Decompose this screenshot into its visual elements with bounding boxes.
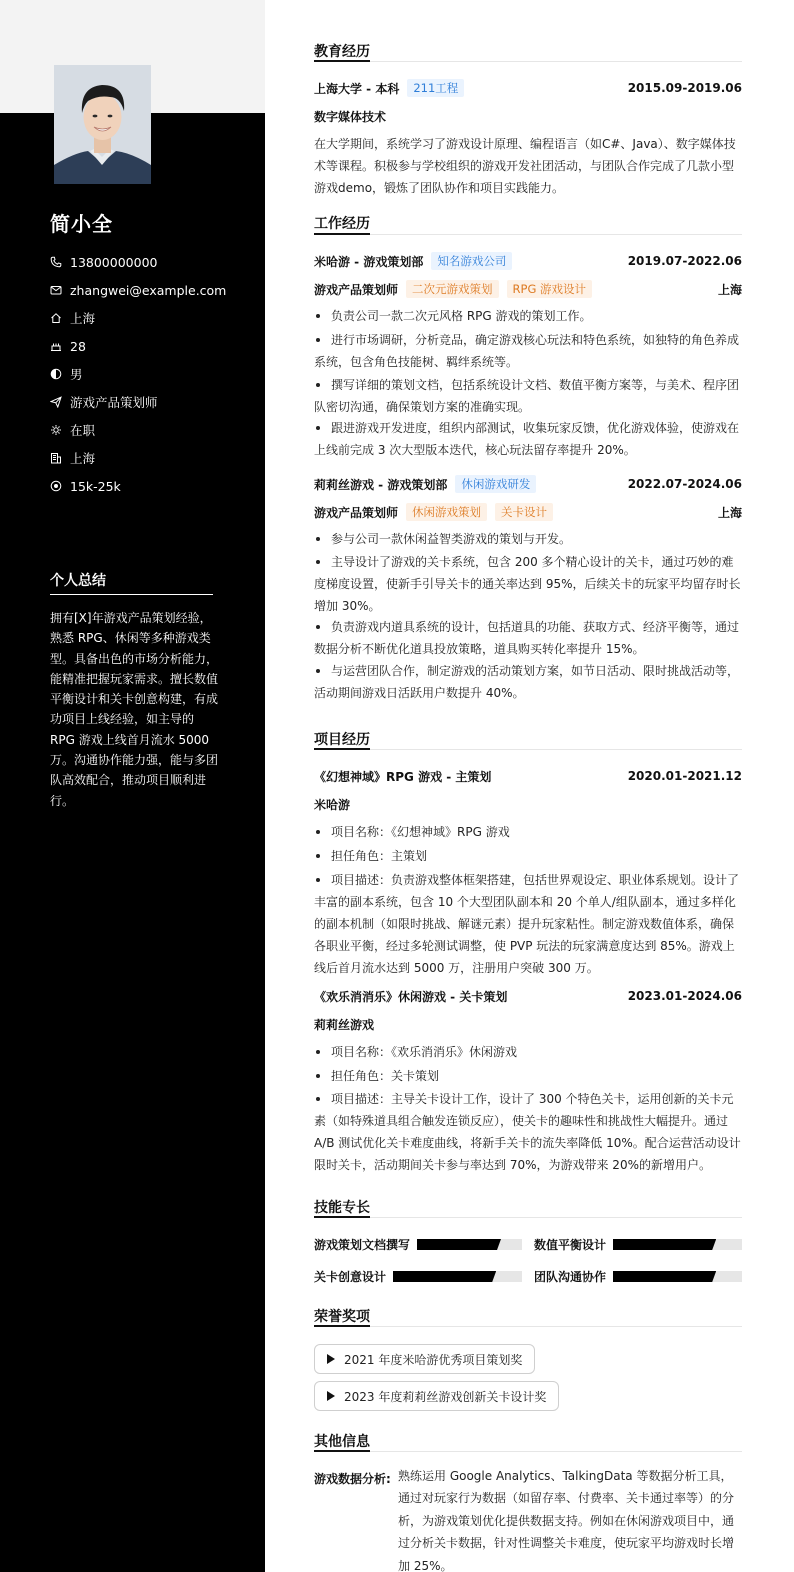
bullet-dot	[316, 669, 320, 673]
list-item	[314, 329, 742, 373]
bullet-dot	[316, 560, 320, 564]
phone-icon	[50, 256, 62, 268]
project-header-row	[314, 987, 742, 1005]
list-item	[314, 1088, 742, 1176]
bullet-dot	[316, 625, 320, 629]
list-item	[314, 551, 742, 617]
mail-icon	[50, 284, 62, 296]
skill-bar-fill	[393, 1271, 496, 1282]
awards-title: 荣誉奖项	[314, 1309, 370, 1325]
project-date: 2020.01-2021.12	[627, 769, 742, 783]
info-position	[50, 388, 250, 416]
list-item-text: 主导设计了游戏的关卡系统，包含 200 多个精心设计的关卡，通过巧妙的难度梯度设置，使新手引导关卡的通关率达到 95%，后续关卡的玩家平均留存时长增加 30%。	[314, 555, 741, 613]
candidate-name: 简小全	[50, 212, 113, 236]
award-text: 2021 年度米哈游优秀项目策划奖	[344, 1352, 523, 1367]
education-desc: 在大学期间，系统学习了游戏设计原理、编程语言（如C#、Java）、数字媒体技术等课程。积极参与学校组织的游戏开发社团活动，与团队合作完成了几款小型游戏demo，锻炼了团队协作和项目实践能力。	[314, 137, 736, 195]
summary-title: 个人总结	[50, 573, 106, 589]
project-header-row	[314, 767, 742, 785]
bullet-dot	[316, 830, 320, 834]
list-item-text: 项目描述：主导关卡设计工作，设计了 300 个特色关卡，运用创新的关卡元素（如特殊道具组合触发连锁反应），使关卡的趣味性和挑战性大幅提升。通过 A/B 测试优化关卡难度曲线，将新手关卡的流失率降低 10%。配合运营活动设计限时关卡，活动期间关卡参与率达到 70%，为游戏带来 20%的新增用户。	[314, 1092, 741, 1172]
skill-bar	[613, 1239, 742, 1250]
school-name: 上海大学 - 本科	[314, 81, 400, 96]
list-item-text: 项目名称：《幻想神域》RPG 游戏	[331, 825, 510, 839]
bullet-dot	[316, 878, 320, 882]
list-item-text: 跟进游戏开发进度，组织内部测试，收集玩家反馈，优化游戏体验，使游戏在上线前完成 3 次大型版本迭代，核心玩法留存率提升 20%。	[314, 421, 740, 457]
list-item-text: 撰写详细的策划文档，包括系统设计文档、数值平衡方案等，与美术、程序团队密切沟通，确保策划方案的准确实现。	[314, 378, 740, 414]
info-status	[50, 416, 250, 444]
bullet-dot	[316, 1097, 320, 1101]
skills-rule	[314, 1217, 742, 1218]
list-item	[314, 528, 742, 550]
info-age	[50, 332, 250, 360]
other-text: 熟练运用 Google Analytics、TalkingData 等数据分析工具，通过对玩家行为数据（如留存率、付费率、关卡通过率等）的分析，为游戏策划优化提供数据支持。例如在休闲游戏项目中，通过分析关卡数据，针对性调整关卡难度，使玩家平均游戏时长增加 25%。	[398, 1469, 735, 1572]
job-header-row	[314, 475, 742, 493]
info-city	[50, 304, 250, 332]
list-item-text: 担任角色：主策划	[331, 849, 428, 863]
work-underline	[314, 233, 370, 235]
job-location: 上海	[717, 505, 742, 520]
work-rule	[314, 234, 742, 235]
skill-bar-fill	[613, 1239, 716, 1250]
other-title: 其他信息	[314, 1434, 370, 1450]
list-item	[314, 660, 742, 704]
list-item-text: 项目描述：负责游戏整体框架搭建，包括世界观设定、职业体系规划。设计了丰富的副本系统，包含 10 个大型团队副本和 20 个单人/组队副本，通过多样化的副本机制（如限时挑战、解谜元素）提升玩家粘性。制定游戏数值体系，确保各职业平衡，经过多轮测试调整，使 PVP 玩法的玩家满意度达到 85%。游戏上线后首月流水达到 5000 万，注册用户突破 300 万。	[314, 873, 740, 975]
school-tag: 211工程	[407, 79, 464, 97]
education-rule	[314, 61, 742, 62]
bullet-dot	[316, 537, 320, 541]
age-text: 28	[70, 338, 86, 354]
project-name: 《幻想神域》RPG 游戏 - 主策划	[314, 769, 492, 784]
job-date: 2022.07-2024.06	[627, 477, 742, 491]
projects-underline	[314, 748, 370, 750]
award-item[interactable]	[314, 1344, 535, 1374]
age-icon	[50, 340, 62, 352]
job-company-tag: 休闲游戏研发	[455, 475, 536, 493]
project-name: 《欢乐消消乐》休闲游戏 - 关卡策划	[314, 989, 508, 1004]
other-label: 游戏数据分析:	[314, 1472, 391, 1486]
job-role: 游戏产品策划师	[314, 282, 399, 297]
job-role-tag: RPG 游戏设计	[507, 280, 593, 298]
info-gender	[50, 360, 250, 388]
skill-name: 团队沟通协作	[534, 1270, 607, 1284]
major-name: 数字媒体技术	[314, 109, 387, 124]
skills-underline	[314, 1216, 370, 1218]
list-item	[314, 821, 742, 843]
skill-bar-fill	[613, 1271, 716, 1282]
summary-text: 拥有[X]年游戏产品策划经验，熟悉 RPG、休闲等多种游戏类型。具备出色的市场分析能力，能精准把握玩家需求。擅长数值平衡设计和关卡创意构建，有成功项目上线经验，如主导的 RPG 游戏上线首月流水 5000 万。沟通协作能力强，能与多团队高效配合，推动项目顺利进行。	[50, 611, 219, 808]
project-company-row	[314, 1015, 742, 1033]
education-date: 2015.09-2019.06	[627, 81, 742, 95]
list-item-text: 进行市场调研，分析竞品，确定游戏核心玩法和特色系统，如独特的角色养成系统，包含角色技能树、羁绊系统等。	[314, 333, 740, 369]
building-icon	[50, 452, 62, 464]
education-underline	[314, 60, 370, 62]
bullet-dot	[316, 314, 320, 318]
work-title: 工作经历	[314, 216, 370, 232]
skill-bar	[613, 1271, 742, 1282]
education-title: 教育经历	[314, 44, 370, 60]
bullet-dot	[316, 1074, 320, 1078]
project-company: 米哈游	[314, 797, 351, 812]
job-role-row	[314, 503, 742, 521]
list-item-text: 负责公司一款二次元风格 RPG 游戏的策划工作。	[331, 309, 592, 323]
award-text: 2023 年度莉莉丝游戏创新关卡设计奖	[344, 1389, 547, 1404]
info-salary	[50, 472, 250, 500]
skill-bar-fill	[417, 1239, 501, 1250]
skill-name: 游戏策划文档撰写	[314, 1238, 411, 1252]
list-item	[314, 305, 742, 327]
list-item-text: 参与公司一款休闲益智类游戏的策划与开发。	[331, 532, 572, 546]
gender-icon	[50, 368, 62, 380]
work-city-text: 上海	[70, 451, 96, 466]
job-role-tag: 休闲游戏策划	[406, 503, 487, 521]
sidebar	[0, 0, 265, 1572]
job-location: 上海	[717, 282, 742, 297]
awards-rule	[314, 1326, 742, 1327]
skill-name: 关卡创意设计	[314, 1270, 387, 1284]
bullet-dot	[316, 338, 320, 342]
project-date: 2023.01-2024.06	[627, 989, 742, 1003]
projects-title: 项目经历	[314, 732, 370, 748]
list-item	[314, 869, 742, 979]
major-row	[314, 107, 742, 125]
education-header-row	[314, 79, 742, 97]
list-item-text: 与运营团队合作，制定游戏的活动策划方案，如节日活动、限时挑战活动等，活动期间游戏日活跃用户数提升 40%。	[314, 664, 740, 700]
projects-rule	[314, 749, 742, 750]
awards-underline	[314, 1325, 370, 1327]
skills-title: 技能专长	[314, 1200, 370, 1216]
project-company-row	[314, 795, 742, 813]
list-item-text: 负责游戏内道具系统的设计，包括道具的功能、获取方式、经济平衡等，通过数据分析不断优化道具投放策略，道具购买转化率提升 15%。	[314, 620, 740, 656]
info-work-city	[50, 444, 250, 472]
job-role-tag: 关卡设计	[495, 503, 553, 521]
bullet-dot	[316, 426, 320, 430]
job-date: 2019.07-2022.06	[627, 254, 742, 268]
avatar	[54, 65, 151, 184]
job-role-row	[314, 280, 742, 298]
job-company: 米哈游 - 游戏策划部	[314, 254, 424, 269]
list-item	[314, 845, 742, 867]
skill-name: 数值平衡设计	[534, 1238, 607, 1252]
list-item	[314, 417, 742, 461]
award-item[interactable]	[314, 1381, 559, 1411]
job-company-tag: 知名游戏公司	[431, 252, 512, 270]
list-item-text: 项目名称：《欢乐消消乐》休闲游戏	[331, 1045, 518, 1059]
city-text: 上海	[70, 311, 96, 326]
status-text: 在职	[70, 423, 96, 438]
list-item-text: 担任角色：关卡策划	[331, 1069, 440, 1083]
job-header-row	[314, 252, 742, 270]
other-rule	[314, 1451, 742, 1452]
list-item	[314, 616, 742, 660]
job-role: 游戏产品策划师	[314, 505, 399, 520]
skill-bar	[417, 1239, 522, 1250]
job-role-tag: 二次元游戏策划	[406, 280, 499, 298]
home-icon	[50, 312, 62, 324]
info-email	[50, 276, 250, 304]
triangle-right-icon	[327, 1354, 335, 1364]
send-icon	[50, 396, 62, 408]
list-item	[314, 1041, 742, 1063]
gender-text: 男	[70, 367, 83, 382]
skill-bar	[393, 1271, 522, 1282]
bullet-dot	[316, 383, 320, 387]
phone-text: 13800000000	[70, 254, 158, 270]
job-company: 莉莉丝游戏 - 游戏策划部	[314, 477, 448, 492]
position-text: 游戏产品策划师	[70, 395, 158, 410]
contact-info-list	[50, 248, 250, 500]
project-company: 莉莉丝游戏	[314, 1017, 375, 1032]
email-text: zhangwei@example.com	[70, 282, 227, 298]
salary-text: 15k-25k	[70, 478, 121, 494]
bullet-dot	[316, 1050, 320, 1054]
list-item	[314, 1065, 742, 1087]
other-underline	[314, 1450, 370, 1452]
status-icon	[50, 424, 62, 436]
list-item	[314, 374, 742, 418]
info-phone	[50, 248, 250, 276]
triangle-right-icon	[327, 1391, 335, 1401]
summary-divider	[50, 594, 213, 595]
salary-icon	[50, 480, 62, 492]
bullet-dot	[316, 854, 320, 858]
